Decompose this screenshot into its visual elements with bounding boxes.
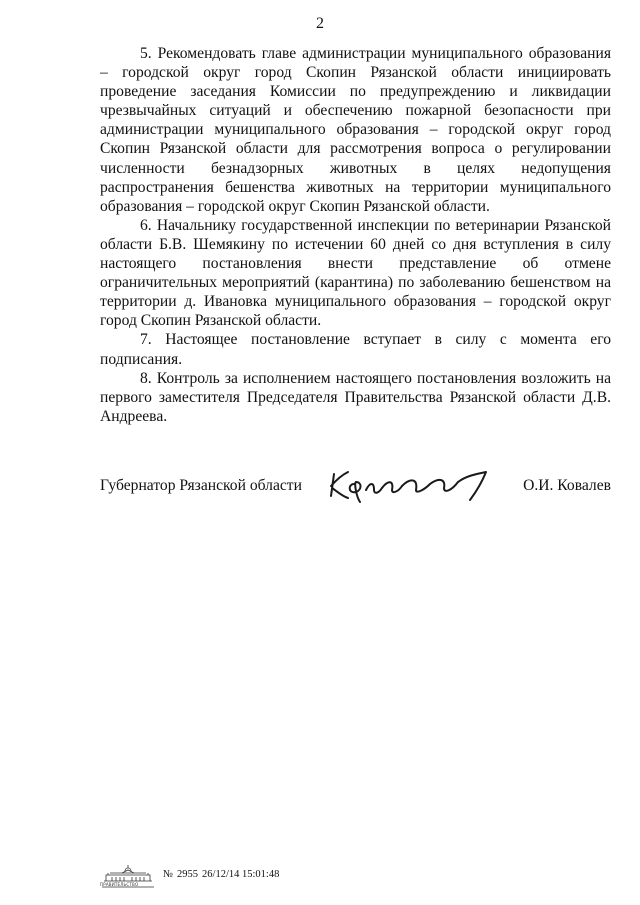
paragraph-6: 6. Начальнику государственной инспекции по ветеринарии Рязанской области Б.В. Шемякину по истечении 60 дней со дня вступления в силу настоящего постановления внести представление об отмене ограничительных мероприятий (карантина) по заболеванию бешенством на территории д. Ивановка муниципального образования – городской округ город Скопин Рязанской области.: [100, 216, 611, 330]
emblem-caption: ПРАВИТЕЛЬСТВО: [100, 882, 139, 887]
page-number: 2: [316, 15, 324, 32]
signature-block: [100, 466, 611, 506]
registration-number: 2955: [177, 869, 199, 880]
registration-datetime: 26/12/14 15:01:48: [202, 869, 280, 880]
paragraph-8: 8. Контроль за исполнением настоящего постановления возложить на первого заместителя Председателя Правительства Рязанской области Д.В. Андреева.: [100, 369, 611, 425]
number-mark: №: [163, 869, 174, 880]
registration-footer: [100, 863, 360, 889]
document-body: [100, 44, 611, 426]
signer-title: Губернатор Рязанской области: [100, 477, 302, 494]
signer-name: О.И. Ковалев: [523, 477, 611, 494]
paragraph-7: 7. Настоящее постановление вступает в силу с момента его подписания.: [100, 331, 611, 368]
handwritten-signature: [326, 466, 496, 506]
registration-info: [163, 869, 283, 880]
paragraph-5: 5. Рекомендовать главе администрации муниципального образования – городской округ город Скопин Рязанской области инициировать проведение заседания Комиссии по предупреждению и ликвидации чрезвычайных ситуаций и обеспечению пожарной безопасности при администрации муниципального образования – городской округ город Скопин Рязанской области для рассмотрения вопроса о регулировании численности безнадзорных животных в целях недопущения распространения бешенства животных на территории муниципального образования – городской округ Скопин Рязанской области.: [100, 45, 611, 215]
